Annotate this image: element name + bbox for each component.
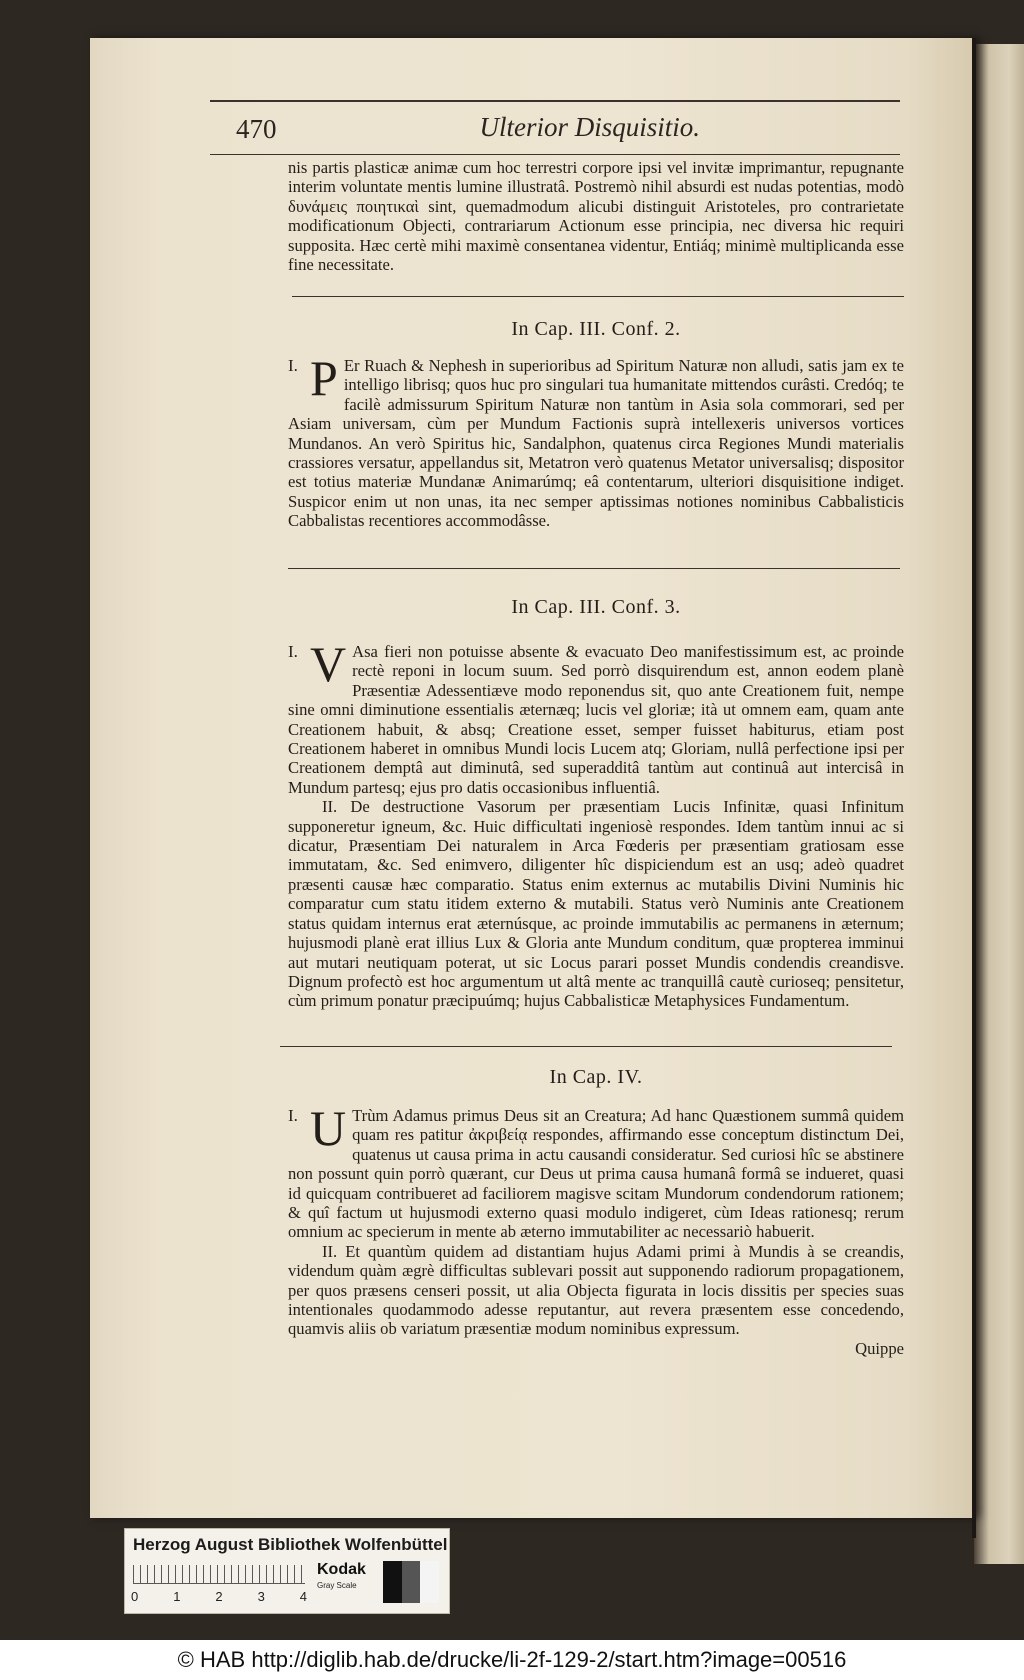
paragraph-text: Trùm Adamus primus Deus sit an Creatura; Ad hanc Quæstionem summâ quidem quam res patitur ἀκριβείᾳ respondes, affirmando esse conceptum distinctum Dei, quatenus ut causa prima in actu causandi consideratur. Sed curiosi hîc se abstinere non possunt quin porrò quærant, cur Deus ut prima causa humanâ formâ se indueret, quasi id quicquam contribueret ad faciliorem magisve scitam Mundorum condendorum rationem; & quî factum ut hujusmodi externo quasi modulo indigeret, cùm Ideas rationesq; rerum omnium ac specierum in mente ab æterno immutabiliter ac necessariò habuerit. <box>288 1106 904 1242</box>
ruler-numbers <box>131 1589 307 1604</box>
drop-cap: V <box>310 636 347 692</box>
color-calibration-card <box>124 1528 450 1614</box>
paragraph-number: I. <box>288 1106 298 1125</box>
paragraph-text: Asa fieri non potuisse absente & evacuato Deo manifestissimum est, ac proinde rectè reponi in locum suum. Sed porrò disquirendum est, annon eodem planè Præsentiæ Adessentiæve modo reponendus sit, quo ante Creationem fuit, nempe sine omni diminutione essentialis æternæq; lucis vel gloriæ; ità ut omnem eam, quam ante Creationem habuit, & absq; Creatione esset, semper fuisset habiturus, etiam post Creationem haberet in omnibus Mundi locis Lucem atq; Gloriam, nullâ perfectione ipsi per Creationem demptâ aut diminutâ, sed superadditâ tantùm aut continuâ aut intercisâ in Mundum partesq; ejus pro datis occasionibus influentiâ. <box>288 642 904 797</box>
intro-text: nis partis plasticæ animæ cum hoc terrestri corpore ipsi vel invitæ imprimantur, repugnante interim voluntate mentis lumine illustratâ. Postremò nihil absurdi est nudas potentias, modò δυνάμεις ποιητικαὶ sint, quemadmodum alicubi distinguit Aristoteles, pro contrarietate modificationum Objecti, contrariarum Actionum esse principia, nec diversa hic requiri supposita. Hæc certè mihi maximè consentanea videntur, Entiáq; minimè multiplicanda esse fine necessitate. <box>288 158 904 275</box>
running-title: Ulterior Disquisitio. <box>479 112 700 142</box>
page-header <box>210 96 900 156</box>
paragraph-text: II. De destructione Vasorum per præsentiam Lucis Infinitæ, quasi Infinitum supponeretur igneum, &c. Huic difficultati ingeniosè respondes. Idem tantùm innui ac si dicatur, Præsentiam Dei naturalem in Arca Fœderis per præsentiam gratiosam esse immutatam, &c. Sed enimvero, diligenter hîc dispiciendum est an usq; adeò quadret præsenti causæ hæc comparatio. Status enim externus ac mutabilis Divini Numinis hic comparatur cum statu itidem externo & mutabili. Status verò Numinis ante Creationem status quidam internus erat æternúsque, ac proinde immutabilis ac permanens in æternum; hujusmodi planè erat illius Lux & Gloria ante Mundum conditum, quæ propterea imminui aut mutari neutiquam poterat, ut sic Locus parari posset Mundis condendis creandisve. Dignum profectò est hoc argumentum ut altâ mente ac tranquillâ cautè curioseq; pensitetur, cùm primum ponatur præcipuúmq; hujus Cabbalisticæ Metaphysices Fundamentum. <box>288 797 904 1011</box>
ruler-number: 3 <box>257 1589 265 1604</box>
ruler-number: 0 <box>131 1589 139 1604</box>
ruler-number: 2 <box>215 1589 223 1604</box>
kodak-logo: Kodak <box>317 1561 366 1578</box>
paragraph-text: II. Et quantùm quidem ad distantiam hujus Adami primi à Mundis à se creandis, videndum quàm ægrè difficultas sublevari possit aut supponendo radiorum propagationem, per quos præsens censeri possit, ut alia Objecta figurata in locis dissitis per species suas intentionales quodammodo adesse reputantur, aut revera præsentem esse concedendo, quamvis aliis ob variatum præsentiæ modum nominibus expressum. <box>288 1241 904 1339</box>
section-heading: In Cap. IV. <box>549 1066 643 1088</box>
gray-patch <box>420 1561 439 1603</box>
ruler-number: 4 <box>299 1589 307 1604</box>
gray-patches <box>383 1561 439 1603</box>
library-name: Herzog August Bibliothek Wolfenbüttel <box>133 1535 448 1554</box>
paragraph-number: I. <box>288 642 298 661</box>
drop-cap: U <box>310 1100 347 1156</box>
section-body <box>288 350 904 531</box>
copyright-footer: © HAB http://diglib.hab.de/drucke/li-2f-129-2/start.htm?image=00516 <box>0 1640 1024 1680</box>
section-divider <box>288 568 900 569</box>
intro-paragraph <box>288 158 904 274</box>
facing-page-edge <box>974 44 1024 1564</box>
gray-scale-label: Gray Scale <box>317 1581 357 1590</box>
gray-patch <box>383 1561 402 1603</box>
paragraph-text: Er Ruach & Nephesh in superioribus ad Spiritum Naturæ non alludi, satis jam ex te intelligo librisq; quos huc pro singulari tua humanitate mittendos curâsti. Credóq; te facilè admissurum Spiritum Naturæ non tantùm in Asia sola commorari, sed per Asiam universam, cùm per Mundum Factionis suprà intellexeris universos vortices Mundanos. An verò Spiritus hic, Sandalphon, quatenus circa Regiones Mundi materialis crassiores versatur, appellandus sit, Metatron verò quatenus Metator universalisq; dispositor est totius materiæ Mundanæ Animarúmq; eâ contentarum, ulteriori disquisitione indiget. Suspicor enim ut non unas, ita nec semper aptissimas notiones nominibus Cabbalisticis Cabbalistas recentiores accommodâsse. <box>288 356 904 531</box>
section-divider <box>280 1046 892 1047</box>
section-body <box>288 636 904 1011</box>
ruler-number: 1 <box>173 1589 181 1604</box>
header-top-rule <box>210 100 900 102</box>
gray-patch <box>402 1561 421 1603</box>
drop-cap: P <box>310 350 338 406</box>
header-bottom-rule <box>210 154 900 155</box>
catchword: Quippe <box>855 1338 904 1358</box>
section-body <box>288 1100 904 1358</box>
paragraph-number: I. <box>288 356 298 375</box>
section-heading: In Cap. III. Conf. 2. <box>511 318 681 340</box>
section-divider <box>292 296 904 297</box>
scale-ruler <box>133 1565 305 1584</box>
gutter-shadow <box>972 38 976 1538</box>
page-number: 470 <box>236 114 277 144</box>
section-heading: In Cap. III. Conf. 3. <box>511 596 681 618</box>
